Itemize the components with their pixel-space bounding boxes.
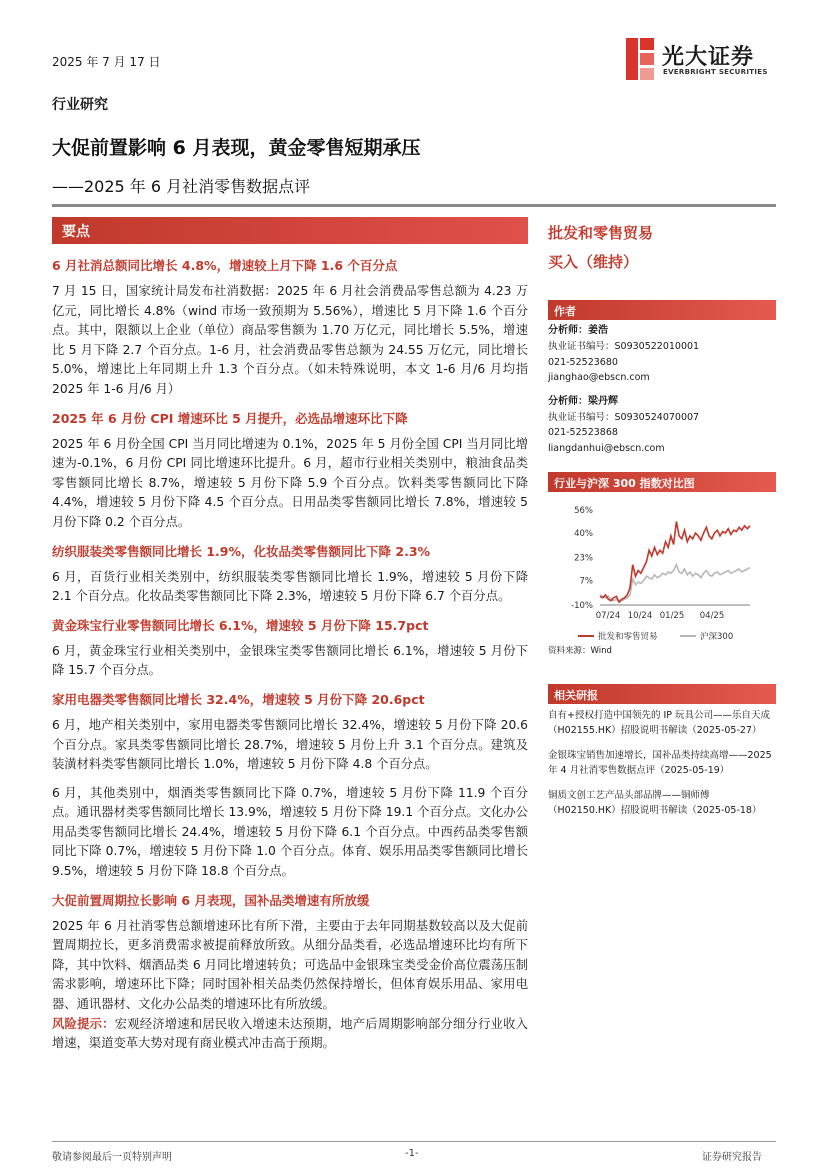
report-category: 行业研究 bbox=[52, 97, 108, 113]
report-title: 大促前置影响 6 月表现，黄金零售短期承压 bbox=[52, 137, 421, 159]
section-paragraph: 2025 年 6 月份全国 CPI 当月同比增速为 0.1%，2025 年 5 月份全国 CPI 当月同比增速为-0.1%，6 月份 CPI 同比增速环比提升。6 月，超市行业相关类别中，粮油食品类零售额同比增长 8.7%，增速较 5 月份下降 5.9 个百分点。饮料类零售额同比下降 4.4%，增速较 5 月份下降 4.5 个百分点。日用品类零售额同比增长 7.8%，增速较 5 月份下降 0.2 个百分点。 bbox=[52, 436, 528, 529]
section-paragraph: 6 月，黄金珠宝行业相关类别中，金银珠宝类零售额同比增长 6.1%，增速较 5 月份下降 15.7 个百分点。 bbox=[52, 643, 528, 678]
y-tick-label: 7% bbox=[579, 576, 593, 587]
footer-divider bbox=[52, 1141, 776, 1142]
section-heading: 家用电器类零售额同比增长 32.4%，增速较 5 月份下降 20.6pct bbox=[52, 691, 425, 707]
y-tick-label: 23% bbox=[574, 553, 593, 564]
everbright-logo-icon bbox=[626, 38, 654, 80]
risk-label: 风险提示： bbox=[52, 1016, 115, 1031]
section-heading: 2025 年 6 月份 CPI 增速环比 5 月提升，必选品增速环比下降 bbox=[52, 410, 408, 426]
legend-label-csi300: 沪深300 bbox=[700, 632, 734, 642]
analyst-block bbox=[548, 323, 776, 386]
company-logo bbox=[626, 38, 776, 82]
main-content bbox=[52, 256, 528, 1063]
keypoints-label: 要点 bbox=[62, 224, 90, 240]
header-divider bbox=[52, 204, 776, 207]
research-header: 相关研报 bbox=[548, 684, 776, 704]
series-line-industry bbox=[600, 565, 750, 602]
research-link[interactable]: 金银珠宝销售加速增长，国补品类持续高增——2025 年 4 月社消零售数据点评（2025-05-19） bbox=[548, 750, 772, 776]
related-research bbox=[548, 684, 776, 828]
y-tick-label: -10% bbox=[571, 601, 593, 611]
risk-text: 宏观经济增速和居民收入增速未达预期，地产后周期影响部分细分行业收入增速，渠道变革大势对现有商业模式冲击高于预期。 bbox=[52, 1016, 528, 1051]
analyst-phone: 021-52523680 bbox=[548, 356, 618, 368]
rating: 买入（维持） bbox=[548, 253, 639, 271]
report-subtitle: ——2025 年 6 月社消零售数据点评 bbox=[52, 177, 311, 196]
analyst-block bbox=[548, 394, 776, 457]
section-heading: 纺织服装类零售额同比增长 1.9%，化妆品类零售额同比下降 2.3% bbox=[52, 543, 431, 559]
risk-paragraph bbox=[52, 1015, 528, 1054]
section-heading: 大促前置周期拉长影响 6 月表现，国补品类增速有所放缓 bbox=[52, 892, 370, 908]
footer-disclaimer: 敬请参阅最后一页特别声明 bbox=[52, 1152, 172, 1163]
research-link[interactable]: 自有+授权打造中国领先的 IP 玩具公司——乐自天成（H02155.HK）招股说明书解读（2025-05-27） bbox=[548, 710, 771, 736]
analyst-name: 分析师：梁丹辉 bbox=[548, 395, 618, 407]
analyst-cert: 执业证书编号：S0930522010001 bbox=[548, 341, 700, 352]
analyst-cert: 执业证书编号：S0930524070007 bbox=[548, 411, 700, 423]
legend-label-retail: 批发和零售贸易 bbox=[598, 632, 658, 642]
analyst-email[interactable]: jianghao@ebscn.com bbox=[548, 372, 650, 383]
analyst-email[interactable]: liangdanhui@ebscn.com bbox=[548, 442, 665, 454]
chart-header: 行业与沪深 300 指数对比图 bbox=[548, 472, 776, 492]
x-tick-label: 10/24 bbox=[627, 611, 653, 621]
analyst-name: 分析师：姜浩 bbox=[548, 325, 608, 336]
footer-report-type: 证券研究报告 bbox=[702, 1152, 762, 1163]
x-tick-label: 01/25 bbox=[659, 611, 685, 621]
chart-svg bbox=[548, 500, 776, 660]
logo-english-name: EVERBRIGHT SECURITIES bbox=[663, 68, 768, 76]
sidebar bbox=[548, 222, 776, 492]
page-number: -1- bbox=[405, 1148, 419, 1159]
series-line-retail bbox=[600, 522, 750, 603]
section-paragraph: 6 月，其他类别中，烟酒类零售额同比下降 0.7%，增速较 5 月份下降 11.9 个百分点。通讯器材类零售额同比增长 13.9%，增速较 5 月份下降 19.1 个百分点。文化办公用品类零售额同比增长 24.4%，增速较 5 月份下降 6.1 个百分点。中西药品类零售额同比下降 0.7%，增速较 5 月份下降 1.0 个百分点。体育、娱乐用品类零售额同比增长 9.5%，增速较 5 月份下降 18.8 个百分点。 bbox=[52, 785, 528, 879]
y-tick-label: 56% bbox=[574, 506, 593, 516]
x-tick-label: 07/24 bbox=[595, 611, 621, 621]
industry-name: 批发和零售贸易 bbox=[548, 224, 654, 242]
y-tick-label: 40% bbox=[574, 529, 593, 540]
logo-chinese-name: 光大证券 bbox=[662, 45, 755, 70]
keypoints-banner bbox=[52, 217, 528, 244]
index-comparison-chart bbox=[548, 500, 776, 660]
analyst-phone: 021-52523868 bbox=[548, 427, 618, 438]
section-paragraph: 2025 年 6 月社消零售总额增速环比有所下滑，主要由于去年同期基数较高以及大促前置周期拉长，更多消费需求被提前释放所致。从细分品类看，必选品增速环比均有所下降，其中饮料、烟酒品类 6 月同比增速转负；可选品中金银珠宝类受金价高位震荡压制需求影响，增速环比下降；同时国补相关品类仍然保持增长，但体育娱乐用品、家用电器、通讯器材、文化办公品类的增速环比有所放缓。 bbox=[52, 918, 528, 1012]
section-heading: 黄金珠宝行业零售额同比增长 6.1%，增速较 5 月份下降 15.7pct bbox=[52, 617, 429, 633]
section-paragraph: 6 月，地产相关类别中，家用电器类零售额同比增长 32.4%，增速较 5 月份下降 20.6 个百分点。家具类零售额同比增长 28.7%，增速较 5 月份上升 3.1 个百分点。建筑及装潢材料类零售额同比增长 1.0%，增速较 5 月份下降 4.8 个百分点。 bbox=[52, 717, 528, 772]
authors-header: 作者 bbox=[548, 300, 776, 320]
report-date: 2025 年 7 月 17 日 bbox=[52, 55, 161, 69]
section-paragraph: 7 月 15 日，国家统计局发布社消数据：2025 年 6 月社会消费品零售总额为 4.23 万亿元，同比增长 4.8%（wind 市场一致预期为 5.56%），增速比 5 月下降 1.6 个百分点。其中，限额以上企业（单位）商品零售额为 1.70 万亿元，同比增长 5.5%，增速比 5 月下降 2.7 个百分点。1-6 月，社会消费品零售总额为 24.55 万亿元，同比增长 5.0%，增速比上年同期上升 1.3 个百分点。（如未特殊说明，本文 1-6 月/6 月均指 2025 年 1-6 月/6 月） bbox=[52, 284, 528, 396]
x-tick-label: 04/25 bbox=[699, 611, 725, 621]
chart-source: 资料来源：Wind bbox=[548, 646, 612, 656]
section-paragraph: 6 月，百货行业相关类别中，纺织服装类零售额同比增长 1.9%，增速较 5 月份下降 2.1 个百分点。化妆品类零售额同比下降 2.3%，增速较 5 月份下降 6.7 个百分点。 bbox=[52, 569, 528, 604]
research-link[interactable]: 铜质文创工艺产品头部品牌——铜师傅（H02150.HK）招股说明书解读（2025-05-18） bbox=[548, 790, 762, 816]
section-heading: 6 月社消总额同比增长 4.8%，增速较上月下降 1.6 个百分点 bbox=[52, 258, 398, 273]
